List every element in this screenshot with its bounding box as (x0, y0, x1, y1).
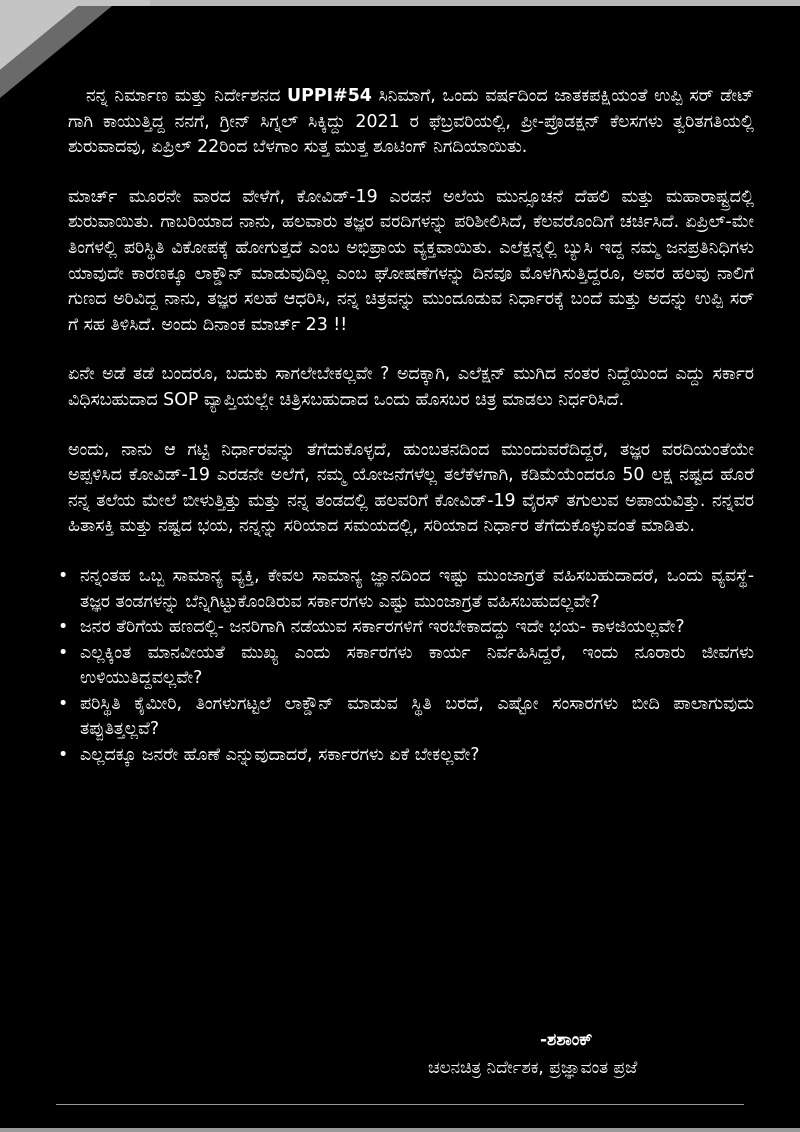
list-item: • ನನ್ನಂತಹ ಒಬ್ಬ ಸಾಮಾನ್ಯ ವ್ಯಕ್ತಿ, ಕೇವಲ ಸಾಮಾನ್ಯ ಜ್ಞಾನದಿಂದ ಇಷ್ಟು ಮುಂಜಾಗ್ರತೆ ವಹಿಸಬಹುದಾದರೆ, ಒಂದು ವ್ಯವಸ್ಥೆ- ತಜ್ಞರ ತಂಡಗಳನ್ನು ಬೆನ್ನಿಗಿಟ್ಟುಕೊಂಡಿರುವ ಸರ್ಕಾರಗಳು ಎಷ್ಟು ಮುಂಜಾಗ್ರತೆ ವಹಿಸಬಹುದಲ್ಲವೇ? (68, 564, 754, 615)
paragraph-1-rest: ಸಿನಿಮಾಗೆ, ಒಂದು ವರ್ಷದಿಂದ ಜಾತಕಪಕ್ಷಿಯಂತೆ ಉಪ್ಪಿ ಸರ್ ಡೇಟ್ ಗಾಗಿ ಕಾಯುತ್ತಿದ್ದ ನನಗೆ, ಗ್ರೀನ್ ಸಿಗ್ನಲ್ ಸಿಕ್ಕಿದ್ದು 2021 ರ ಫೆಬ್ರವರಿಯಲ್ಲಿ, ಪ್ರೀ-ಪ್ರೊಡಕ್ಷನ್ ಕೆಲಸಗಳು ತ್ವರಿತಗತಿಯಲ್ಲಿ ಶುರುವಾದವು, ಏಪ್ರಿಲ್ 22ರಿಂದ ಬೆಳಗಾಂ ಸುತ್ತ ಮುತ್ತ ಶೂಟಿಂಗ್ ನಿಗದಿಯಾಯಿತು. (68, 86, 754, 158)
footer-divider (56, 1104, 744, 1105)
paragraph-1 (68, 84, 754, 161)
paragraph-3: ಏನೇ ಅಡೆ ತಡೆ ಬಂದರೂ, ಬದುಕು ಸಾಗಲೇಬೇಕಲ್ಲವೇ ? ಅದಕ್ಕಾಗಿ, ಎಲೆಕ್ಷನ್ ಮುಗಿದ ನಂತರ ನಿದ್ದೆಯಿಂದ ಎದ್ದು ಸರ್ಕಾರ ವಿಧಿಸಬಹುದಾದ SOP ವ್ಯಾಪ್ತಿಯಲ್ಲೇ ಚಿತ್ರಿಸಬಹುದಾದ ಒಂದು ಹೊಸಬರ ಚಿತ್ರ ಮಾಡಲು ನಿರ್ಧರಿಸಿದೆ. (68, 364, 754, 410)
film-title: UPPI#54 (287, 86, 372, 106)
question-list (68, 564, 754, 769)
list-item: • ಎಲ್ಲಕ್ಕಿಂತ ಮಾನವೀಯತೆ ಮುಖ್ಯ ಎಂದು ಸರ್ಕಾರಗಳು ಕಾರ್ಯ ನಿರ್ವಹಿಸಿದ್ದರೆ, ಇಂದು ನೂರಾರು ಜೀವಗಳು ಉಳಿಯುತಿದ್ದವಲ್ಲವೇ? (68, 641, 754, 692)
letter-body (68, 84, 754, 769)
author-signature: -ಶಶಾಂಕ್ (540, 1030, 593, 1050)
list-item: • ಪರಿಸ್ಥಿತಿ ಕೈಮೀರಿ, ತಿಂಗಳುಗಟ್ಟಲೆ ಲಾಕ್ಡೌನ್ ಮಾಡುವ ಸ್ಥಿತಿ ಬರದೆ, ಎಷ್ಟೋ ಸಂಸಾರಗಳು ಬೀದಿ ಪಾಲಾಗುವುದು ತಪ್ಪುತಿತ್ತಲ್ಲವೆ? (68, 692, 754, 743)
bottom-border (0, 1128, 800, 1132)
paragraph-2: ಮಾರ್ಚ್ ಮೂರನೇ ವಾರದ ವೇಳೆಗೆ, ಕೋವಿಡ್-19 ಎರಡನೆ ಅಲೆಯ ಮುನ್ಸೂಚನೆ ದೆಹಲಿ ಮತ್ತು ಮಹಾರಾಷ್ಟ್ರದಲ್ಲಿ ಶುರುವಾಯಿತು. ಗಾಬರಿಯಾದ ನಾನು, ಹಲವಾರು ತಜ್ಞರ ವರದಿಗಳನ್ನು ಪರಿಶೀಲಿಸಿದೆ, ಕೆಲವರೊಂದಿಗೆ ಚರ್ಚಿಸಿದೆ. ಏಪ್ರಿಲ್-ಮೇ ತಿಂಗಳಲ್ಲಿ ಪರಿಸ್ಥಿತಿ ವಿಕೋಪಕ್ಕೆ ಹೋಗುತ್ತದೆ ಎಂಬ ಅಭಿಪ್ರಾಯ ವ್ಯಕ್ತವಾಯಿತು. ಎಲೆಕ್ಷನ್ನಲ್ಲಿ ಬ್ಯುಸಿ ಇದ್ದ ನಮ್ಮ ಜನಪ್ರತಿನಿಧಿಗಳು ಯಾವುದೇ ಕಾರಣಕ್ಕೂ ಲಾಕ್ಡೌನ್ ಮಾಡುವುದಿಲ್ಲ ಎಂಬ ಘೋಷಣೆಗಳನ್ನು ದಿನವೂ ಮೊಳಗಿಸುತ್ತಿದ್ದರೂ, ಅವರ ಹಲವು ನಾಲಿಗೆ ಗುಣದ ಅರಿವಿದ್ದ ನಾನು, ತಜ್ಞರ ಸಲಹೆ ಆಧರಿಸಿ, ನನ್ನ ಚಿತ್ರವನ್ನು ಮುಂದೂಡುವ ನಿರ್ಧಾರಕ್ಕೆ ಬಂದೆ ಮತ್ತು ಅದನ್ನು ಉಪ್ಪಿ ಸರ್ ಗೆ ಸಹ ತಿಳಿಸಿದೆ. ಅಂದು ದಿನಾಂಕ ಮಾರ್ಚ್ 23 !! (68, 186, 754, 335)
author-designation: ಚಲನಚಿತ್ರ ನಿರ್ದೇಶಕ, ಪ್ರಜ್ಞಾವಂತ ಪ್ರಜೆ (428, 1058, 638, 1078)
list-item: • ಜನರ ತೆರಿಗೆಯ ಹಣದಲ್ಲಿ- ಜನರಿಗಾಗಿ ನಡೆಯುವ ಸರ್ಕಾರಗಳಿಗೆ ಇರಬೇಕಾದದ್ದು ಇದೇ ಭಯ- ಕಾಳಜಿಯಲ್ಲವೇ? (68, 615, 754, 641)
paragraph-1-lead: ನನ್ನ ನಿರ್ಮಾಣ ಮತ್ತು ನಿರ್ದೇಶನದ (86, 86, 288, 106)
list-item: • ಎಲ್ಲದಕ್ಕೂ ಜನರೇ ಹೊಣೆ ಎನ್ನುವುದಾದರೆ, ಸರ್ಕಾರಗಳು ಏಕೆ ಬೇಕಲ್ಲವೇ? (68, 743, 754, 769)
paragraph-4: ಅಂದು, ನಾನು ಆ ಗಟ್ಟಿ ನಿರ್ಧಾರವನ್ನು ತೆಗೆದುಕೊಳ್ಳದೆ, ಹುಂಬತನದಿಂದ ಮುಂದುವರೆದಿದ್ದರೆ, ತಜ್ಞರ ವರದಿಯಂತೆಯೇ ಅಪ್ಪಳಿಸಿದ ಕೋವಿಡ್-19 ಎರಡನೇ ಅಲೆಗೆ, ನಮ್ಮ ಯೋಜನೆಗಳೆಲ್ಲ ತಲೆಕೆಳಗಾಗಿ, ಕಡಿಮೆಯೆಂದರೂ 50 ಲಕ್ಷ ನಷ್ಟದ ಹೊರೆ ನನ್ನ ತಲೆಯ ಮೇಲೆ ಬೀಳುತ್ತಿತ್ತು ಮತ್ತು ನನ್ನ ತಂಡದಲ್ಲಿ ಹಲವರಿಗೆ ಕೋವಿಡ್-19 ವೈರಸ್ ತಗುಲುವ ಅಪಾಯವಿತ್ತು. ನನ್ನವರ ಹಿತಾಸಕ್ತಿ ಮತ್ತು ನಷ್ಟದ ಭಯ, ನನ್ನನ್ನು ಸರಿಯಾದ ಸಮಯದಲ್ಲಿ, ಸರಿಯಾದ ನಿರ್ಧಾರ ತೆಗೆದುಕೊಳ್ಳುವಂತೆ ಮಾಡಿತು. (68, 439, 754, 537)
